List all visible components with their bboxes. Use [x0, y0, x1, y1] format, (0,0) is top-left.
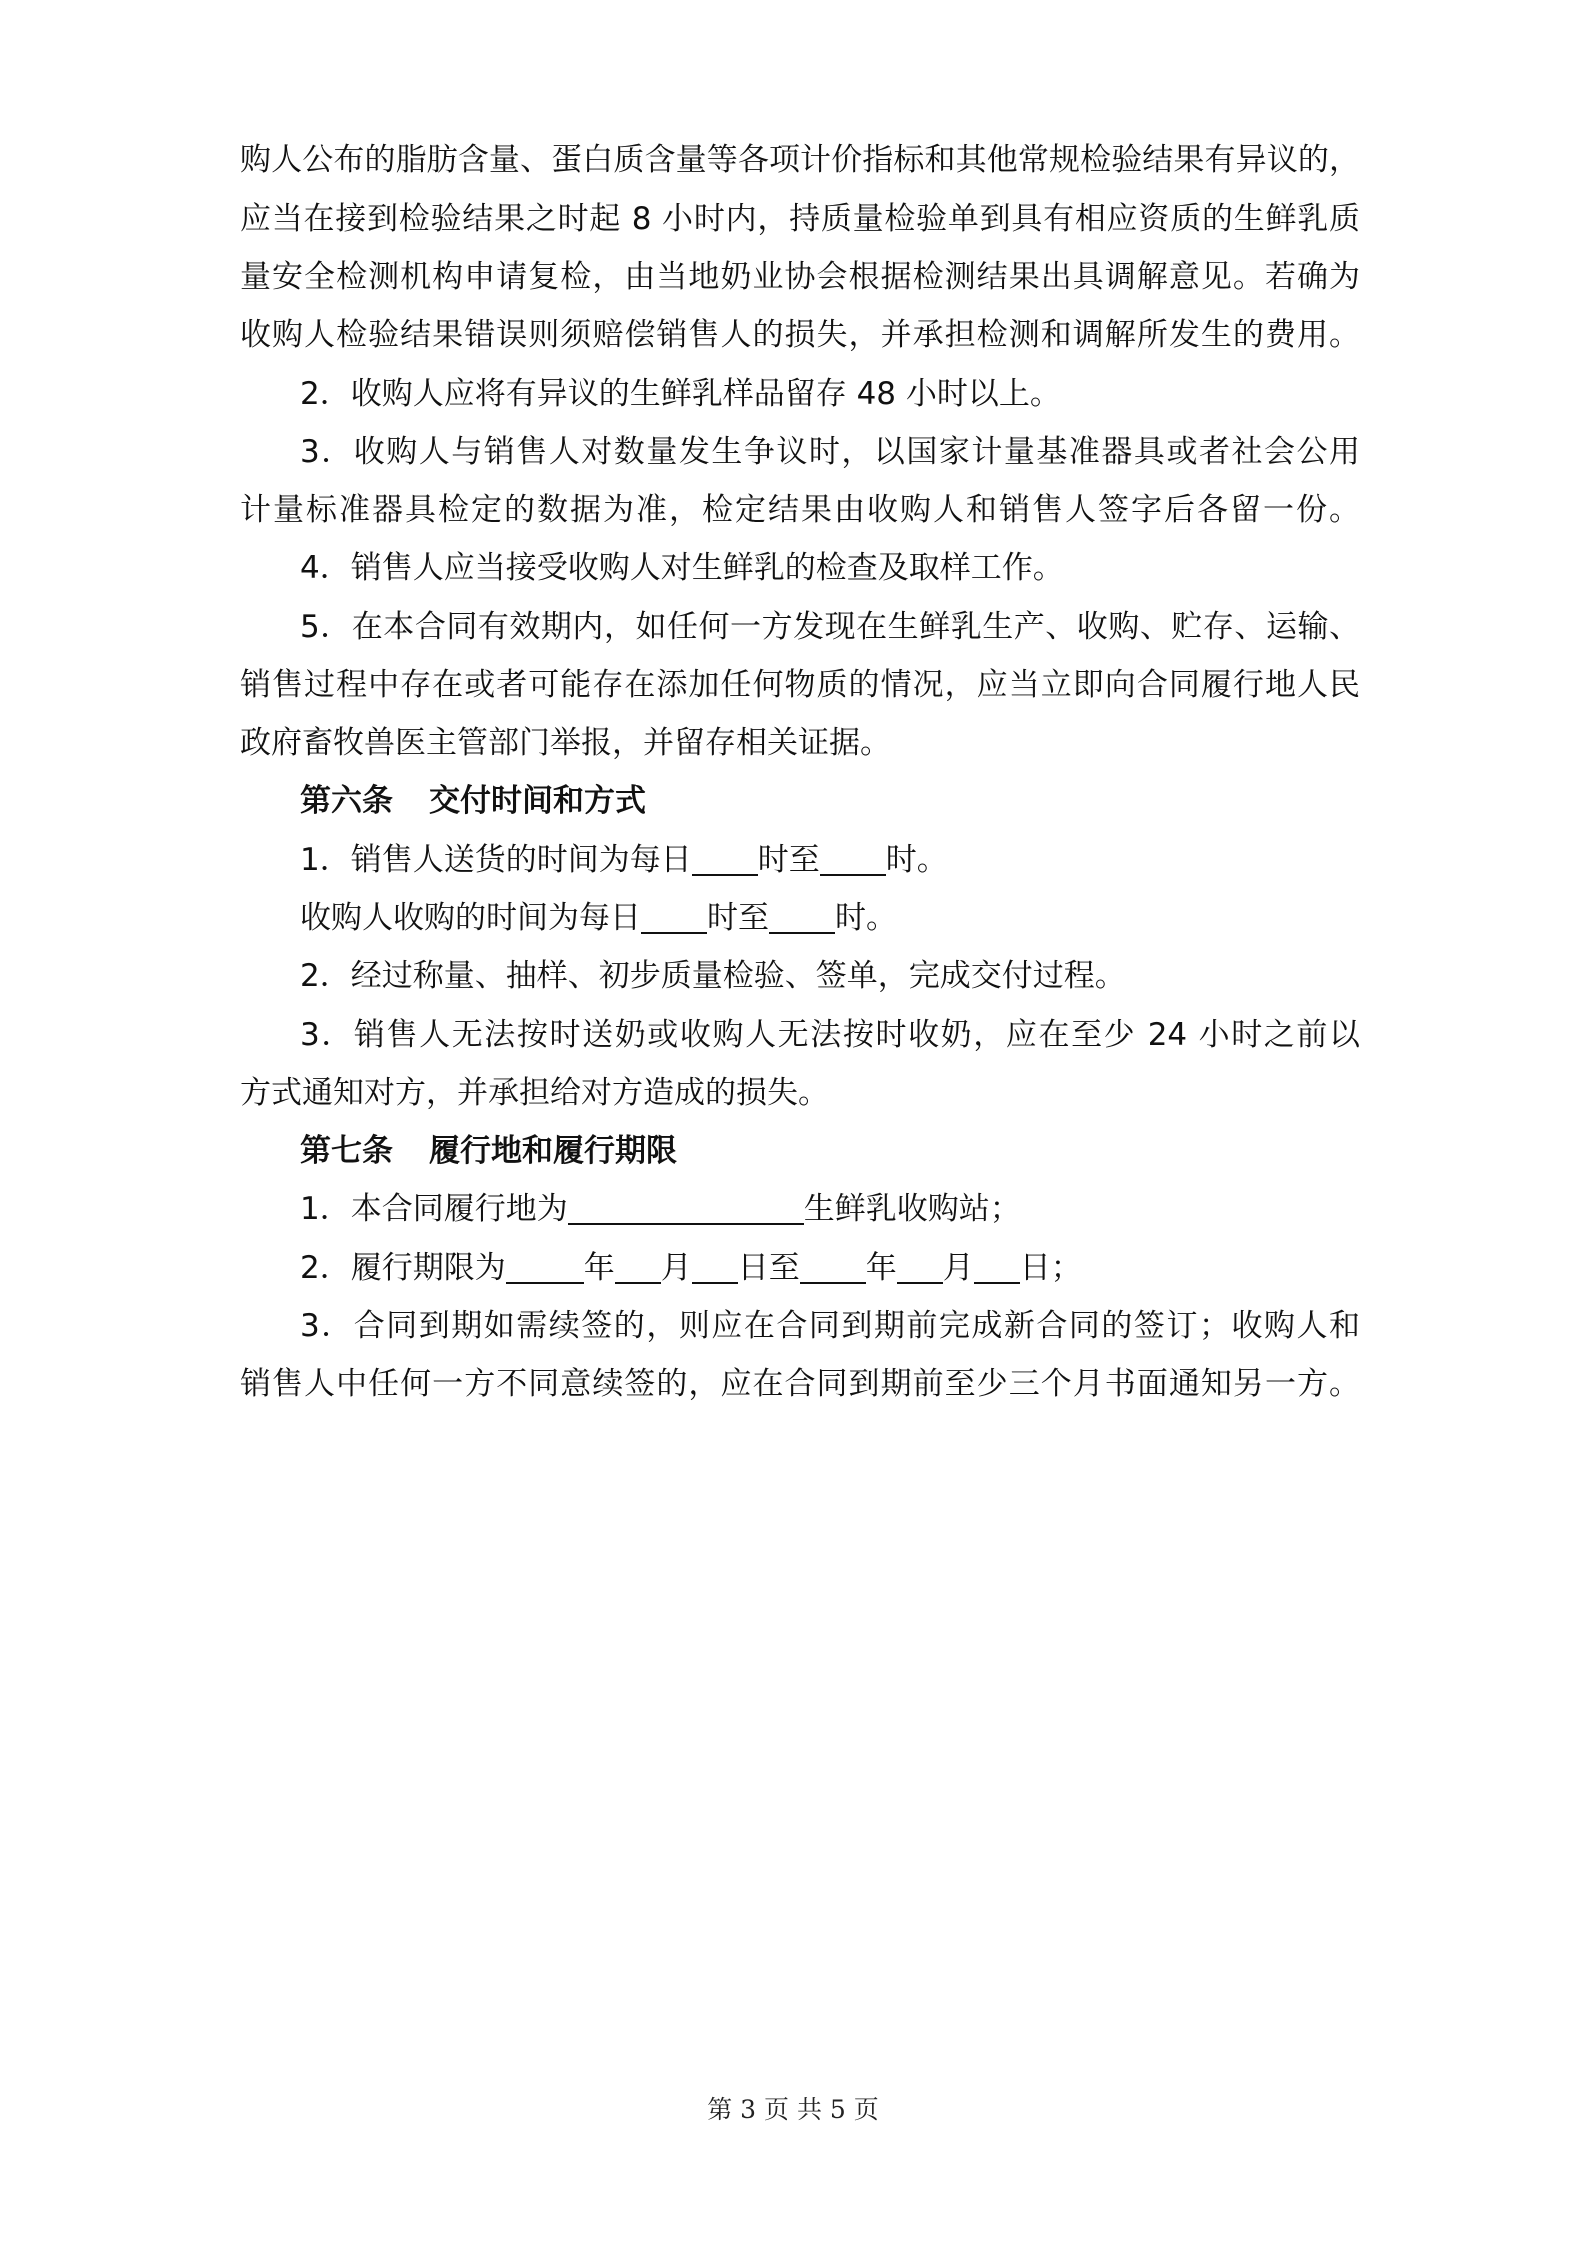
clause-text: 年 [583, 1250, 615, 1286]
fill-blank[interactable] [974, 1242, 1020, 1284]
clause-item: 3．收购人与销售人对数量发生争议时，以国家计量基准器具或者社会公用 [300, 434, 1360, 470]
fill-blank[interactable] [820, 834, 886, 876]
paragraph-line: 方式通知对方，并承担给对方造成的损失。 [240, 1075, 829, 1111]
clause-item [300, 832, 1360, 888]
clause-item [300, 1181, 1360, 1237]
fill-blank[interactable] [615, 1242, 661, 1284]
clause-text: 生鲜乳收购站； [803, 1191, 1021, 1227]
paragraph-line: 收购人检验结果错误则须赔偿销售人的损失，并承担检测和调解所发生的费用。 [240, 317, 1360, 353]
clause-text: 日至 [737, 1250, 800, 1286]
article-heading [300, 1123, 1360, 1179]
paragraph-line: 购人公布的脂肪含量、蛋白质含量等各项计价指标和其他常规检验结果有异议的， [240, 142, 1360, 178]
clause-text: 时至 [757, 842, 820, 878]
fill-blank[interactable] [692, 834, 758, 876]
clause-item: 2．经过称量、抽样、初步质量检验、签单，完成交付过程。 [300, 958, 1126, 994]
clause-text: 时至 [707, 900, 769, 936]
clause-text: 月 [942, 1250, 974, 1286]
article-heading [300, 773, 1360, 829]
clause-item [300, 890, 1360, 946]
fill-blank[interactable] [769, 892, 835, 934]
clause-item: 3．合同到期如需续签的，则应在合同到期前完成新合同的签订；收购人和 [300, 1308, 1360, 1344]
paragraph-line: 应当在接到检验结果之时起 8 小时内，持质量检验单到具有相应资质的生鲜乳质 [240, 201, 1360, 237]
article-title: 交付时间和方式 [429, 783, 646, 819]
clause-text: 1．销售人送货的时间为每日 [300, 842, 692, 878]
page-footer: 第 3 页 共 5 页 [707, 2095, 879, 2124]
paragraph-line: 销售人中任何一方不同意续签的，应在合同到期前至少三个月书面通知另一方。 [240, 1366, 1360, 1402]
clause-text: 收购人收购的时间为每日 [300, 900, 641, 936]
clause-item: 4．销售人应当接受收购人对生鲜乳的检查及取样工作。 [300, 550, 1064, 586]
fill-blank[interactable] [897, 1242, 943, 1284]
clause-item: 2．收购人应将有异议的生鲜乳样品留存 48 小时以上。 [300, 376, 1061, 412]
clause-text: 1．本合同履行地为 [300, 1191, 568, 1227]
fill-blank[interactable] [506, 1242, 584, 1284]
fill-blank[interactable] [641, 892, 707, 934]
paragraph-line: 计量标准器具检定的数据为准，检定结果由收购人和销售人签字后各留一份。 [240, 492, 1360, 528]
clause-text: 年 [865, 1250, 897, 1286]
clause-item: 5．在本合同有效期内，如任何一方发现在生鲜乳生产、收购、贮存、运输、 [300, 609, 1360, 645]
paragraph-line: 销售过程中存在或者可能存在添加任何物质的情况，应当立即向合同履行地人民 [240, 667, 1360, 703]
clause-item: 3．销售人无法按时送奶或收购人无法按时收奶，应在至少 24 小时之前以 [300, 1017, 1360, 1053]
clause-text: 日； [1019, 1250, 1082, 1286]
article-number: 第七条 [300, 1133, 393, 1169]
clause-item [300, 1240, 1360, 1296]
article-title: 履行地和履行期限 [429, 1133, 677, 1169]
article-number: 第六条 [300, 783, 393, 819]
clause-text: 2．履行期限为 [300, 1250, 506, 1286]
clause-text: 月 [660, 1250, 692, 1286]
paragraph-line: 政府畜牧兽医主管部门举报，并留存相关证据。 [240, 725, 891, 761]
fill-blank[interactable] [568, 1183, 804, 1225]
clause-text: 时。 [835, 900, 897, 936]
paragraph-line: 量安全检测机构申请复检，由当地奶业协会根据检测结果出具调解意见。若确为 [240, 259, 1360, 295]
clause-text: 时。 [885, 842, 948, 878]
fill-blank[interactable] [692, 1242, 738, 1284]
fill-blank[interactable] [800, 1242, 866, 1284]
